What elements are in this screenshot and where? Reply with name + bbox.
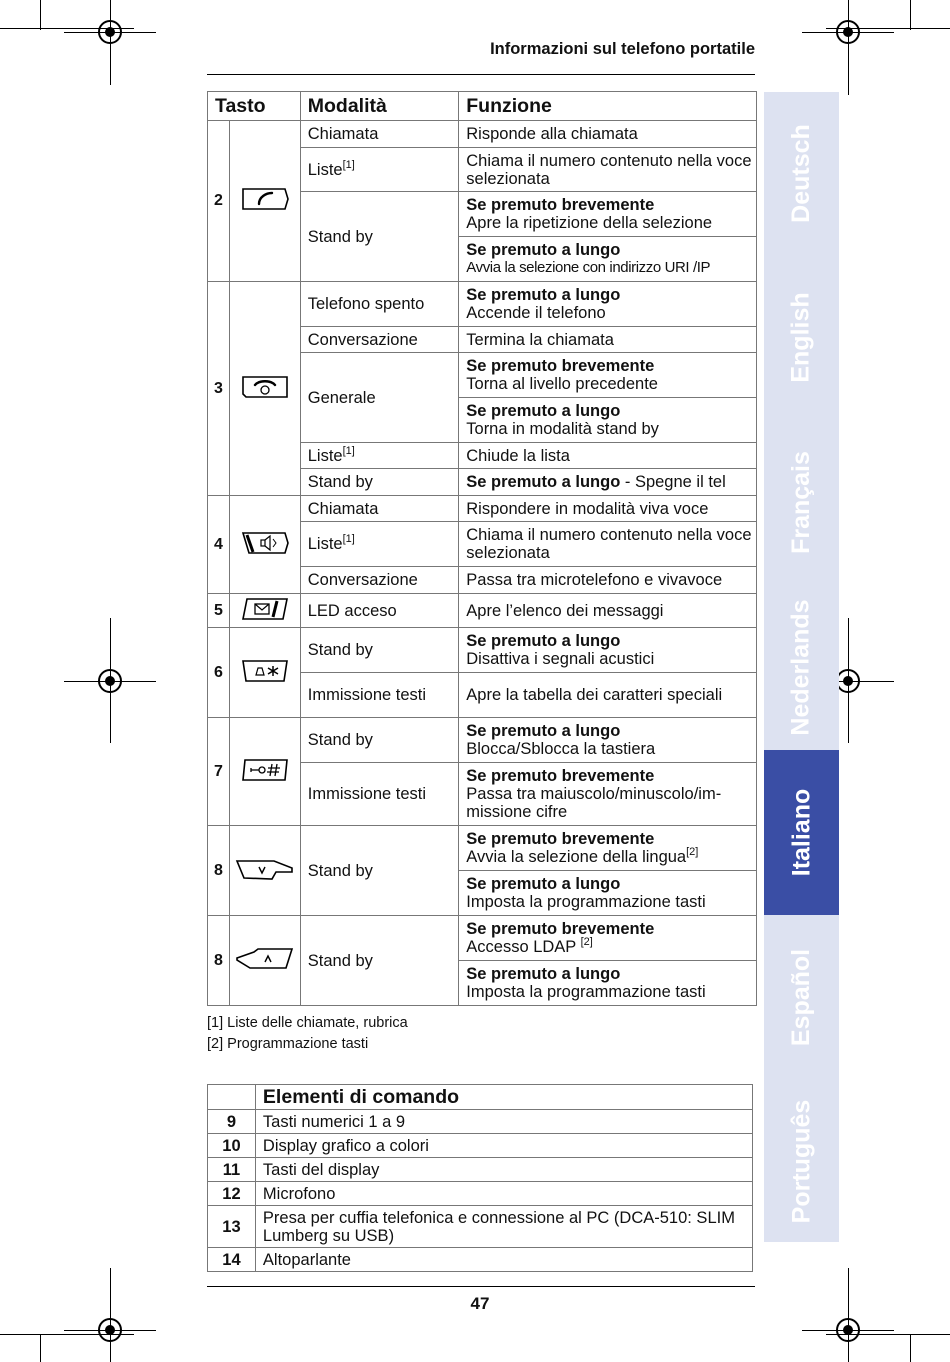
crop-mark (110, 1268, 111, 1362)
control-number: 13 (208, 1206, 256, 1248)
controls-table (207, 1084, 753, 1272)
control-number: 14 (208, 1248, 256, 1272)
function-cell: Passa tra microtelefono e vivavoce (459, 567, 757, 594)
control-label: Microfono (255, 1182, 752, 1206)
control-label: Tasti del display (255, 1158, 752, 1182)
crop-mark (40, 1334, 41, 1362)
registration-mark-icon (836, 669, 860, 693)
crop-mark (848, 1268, 849, 1362)
key-number: 8 (208, 826, 230, 916)
mode-cell: Liste[1] (300, 443, 459, 469)
column-header-function: Funzione (459, 92, 757, 121)
key-number: 8 (208, 916, 230, 1006)
mode-cell: Stand by (300, 469, 459, 496)
control-number: 11 (208, 1158, 256, 1182)
mode-cell: Liste[1] (300, 148, 459, 192)
tab-italiano[interactable]: Italiano (764, 750, 839, 915)
mode-cell: Generale (300, 353, 459, 443)
crop-mark (910, 1334, 911, 1362)
tab-deutsch[interactable]: Deutsch (764, 92, 839, 255)
controls-header: Elementi di comando (255, 1085, 752, 1110)
function-cell: Risponde alla chiamata (459, 121, 757, 148)
function-cell: Chiama il numero contenuto nella voce selezionata (459, 148, 757, 192)
function-cell: Chiama il numero contenuto nella voce selezionata (459, 522, 757, 567)
speaker-key-icon (229, 496, 300, 594)
function-cell: Se premuto a lungo Avvia la selezione con indirizzo URI /IP (459, 237, 757, 282)
function-cell: Termina la chiamata (459, 327, 757, 353)
crop-mark (40, 0, 41, 30)
function-cell: Se premuto a lungo Imposta la programmazione tasti (459, 871, 757, 916)
end-call-icon (229, 282, 300, 496)
tab-nederlands[interactable]: Nederlands (764, 585, 839, 750)
function-cell: Se premuto a lungo - Spegne il tel (459, 469, 757, 496)
header-rule (207, 74, 755, 75)
mode-cell: Conversazione (300, 327, 459, 353)
mode-cell: Immissione testi (300, 673, 459, 718)
control-label: Display grafico a colori (255, 1134, 752, 1158)
mode-cell: Liste[1] (300, 522, 459, 567)
crop-mark (848, 0, 849, 95)
lock-hash-key-icon (229, 718, 300, 826)
mode-cell: Stand by (300, 916, 459, 1006)
page-number: 47 (470, 1294, 490, 1313)
mode-cell: Conversazione (300, 567, 459, 594)
key-number: 6 (208, 628, 230, 718)
control-label: Tasti numerici 1 a 9 (255, 1110, 752, 1134)
registration-mark-icon (836, 20, 860, 44)
mode-cell: Chiamata (300, 496, 459, 522)
function-cell: Apre l’elenco dei messaggi (459, 594, 757, 628)
mode-cell: Stand by (300, 628, 459, 673)
mode-cell: Immissione testi (300, 763, 459, 826)
mode-cell: Stand by (300, 826, 459, 916)
running-header: Informazioni sul telefono portatile (490, 40, 755, 58)
control-number: 10 (208, 1134, 256, 1158)
column-header-key: Tasto (208, 92, 301, 121)
function-cell: Se premuto a lungo Disattiva i segnali acustici (459, 628, 757, 673)
function-cell: Se premuto a lungo Accende il telefono (459, 282, 757, 327)
key-number: 4 (208, 496, 230, 594)
function-cell: Se premuto a lungo Imposta la programmazione tasti (459, 961, 757, 1006)
footer-rule (207, 1286, 755, 1287)
footnote: [1] Liste delle chiamate, rubrica (207, 1015, 408, 1031)
control-number: 9 (208, 1110, 256, 1134)
empty-header-cell (208, 1085, 256, 1110)
tab-espanol[interactable]: Español (764, 915, 839, 1080)
mode-cell: LED acceso (300, 594, 459, 628)
control-label: Presa per cuffia telefonica e connessione al PC (DCA-510: SLIM Lumberg su USB) (255, 1206, 752, 1248)
key-function-table (207, 91, 757, 1006)
function-cell: Apre la tabella dei caratteri speciali (459, 673, 757, 718)
tab-english[interactable]: English (764, 255, 839, 420)
function-cell: Se premuto brevemente Apre la ripetizione della selezione (459, 192, 757, 237)
function-cell: Se premuto a lungo Torna in modalità stand by (459, 398, 757, 443)
key-number: 7 (208, 718, 230, 826)
key-number: 3 (208, 282, 230, 496)
registration-mark-icon (98, 1318, 122, 1342)
function-cell: Se premuto a lungo Blocca/Sblocca la tastiera (459, 718, 757, 763)
tab-portugues[interactable]: Português (764, 1080, 839, 1242)
bell-asterisk-key-icon (229, 628, 300, 718)
function-cell: Se premuto brevemente Accesso LDAP [2] (459, 916, 757, 961)
up-arrow-key-icon (229, 916, 300, 1006)
down-arrow-key-icon (229, 826, 300, 916)
crop-mark (910, 0, 911, 30)
mode-cell: Stand by (300, 192, 459, 282)
footnote: [2] Programmazione tasti (207, 1036, 369, 1052)
mode-cell: Stand by (300, 718, 459, 763)
function-cell: Se premuto brevemente Passa tra maiuscolo/minuscolo/im-missione cifre (459, 763, 757, 826)
message-key-icon (229, 594, 300, 628)
function-cell: Chiude la lista (459, 443, 757, 469)
key-number: 5 (208, 594, 230, 628)
handset-icon (229, 121, 300, 282)
control-label: Altoparlante (255, 1248, 752, 1272)
control-number: 12 (208, 1182, 256, 1206)
key-number: 2 (208, 121, 230, 282)
registration-mark-icon (98, 669, 122, 693)
function-cell: Se premuto brevemente Avvia la selezione della lingua[2] (459, 826, 757, 871)
tab-francais[interactable]: Français (764, 420, 839, 585)
mode-cell: Chiamata (300, 121, 459, 148)
function-cell: Se premuto brevemente Torna al livello precedente (459, 353, 757, 398)
mode-cell: Telefono spento (300, 282, 459, 327)
registration-mark-icon (836, 1318, 860, 1342)
registration-mark-icon (98, 20, 122, 44)
function-cell: Rispondere in modalità viva voce (459, 496, 757, 522)
column-header-mode: Modalità (300, 92, 459, 121)
